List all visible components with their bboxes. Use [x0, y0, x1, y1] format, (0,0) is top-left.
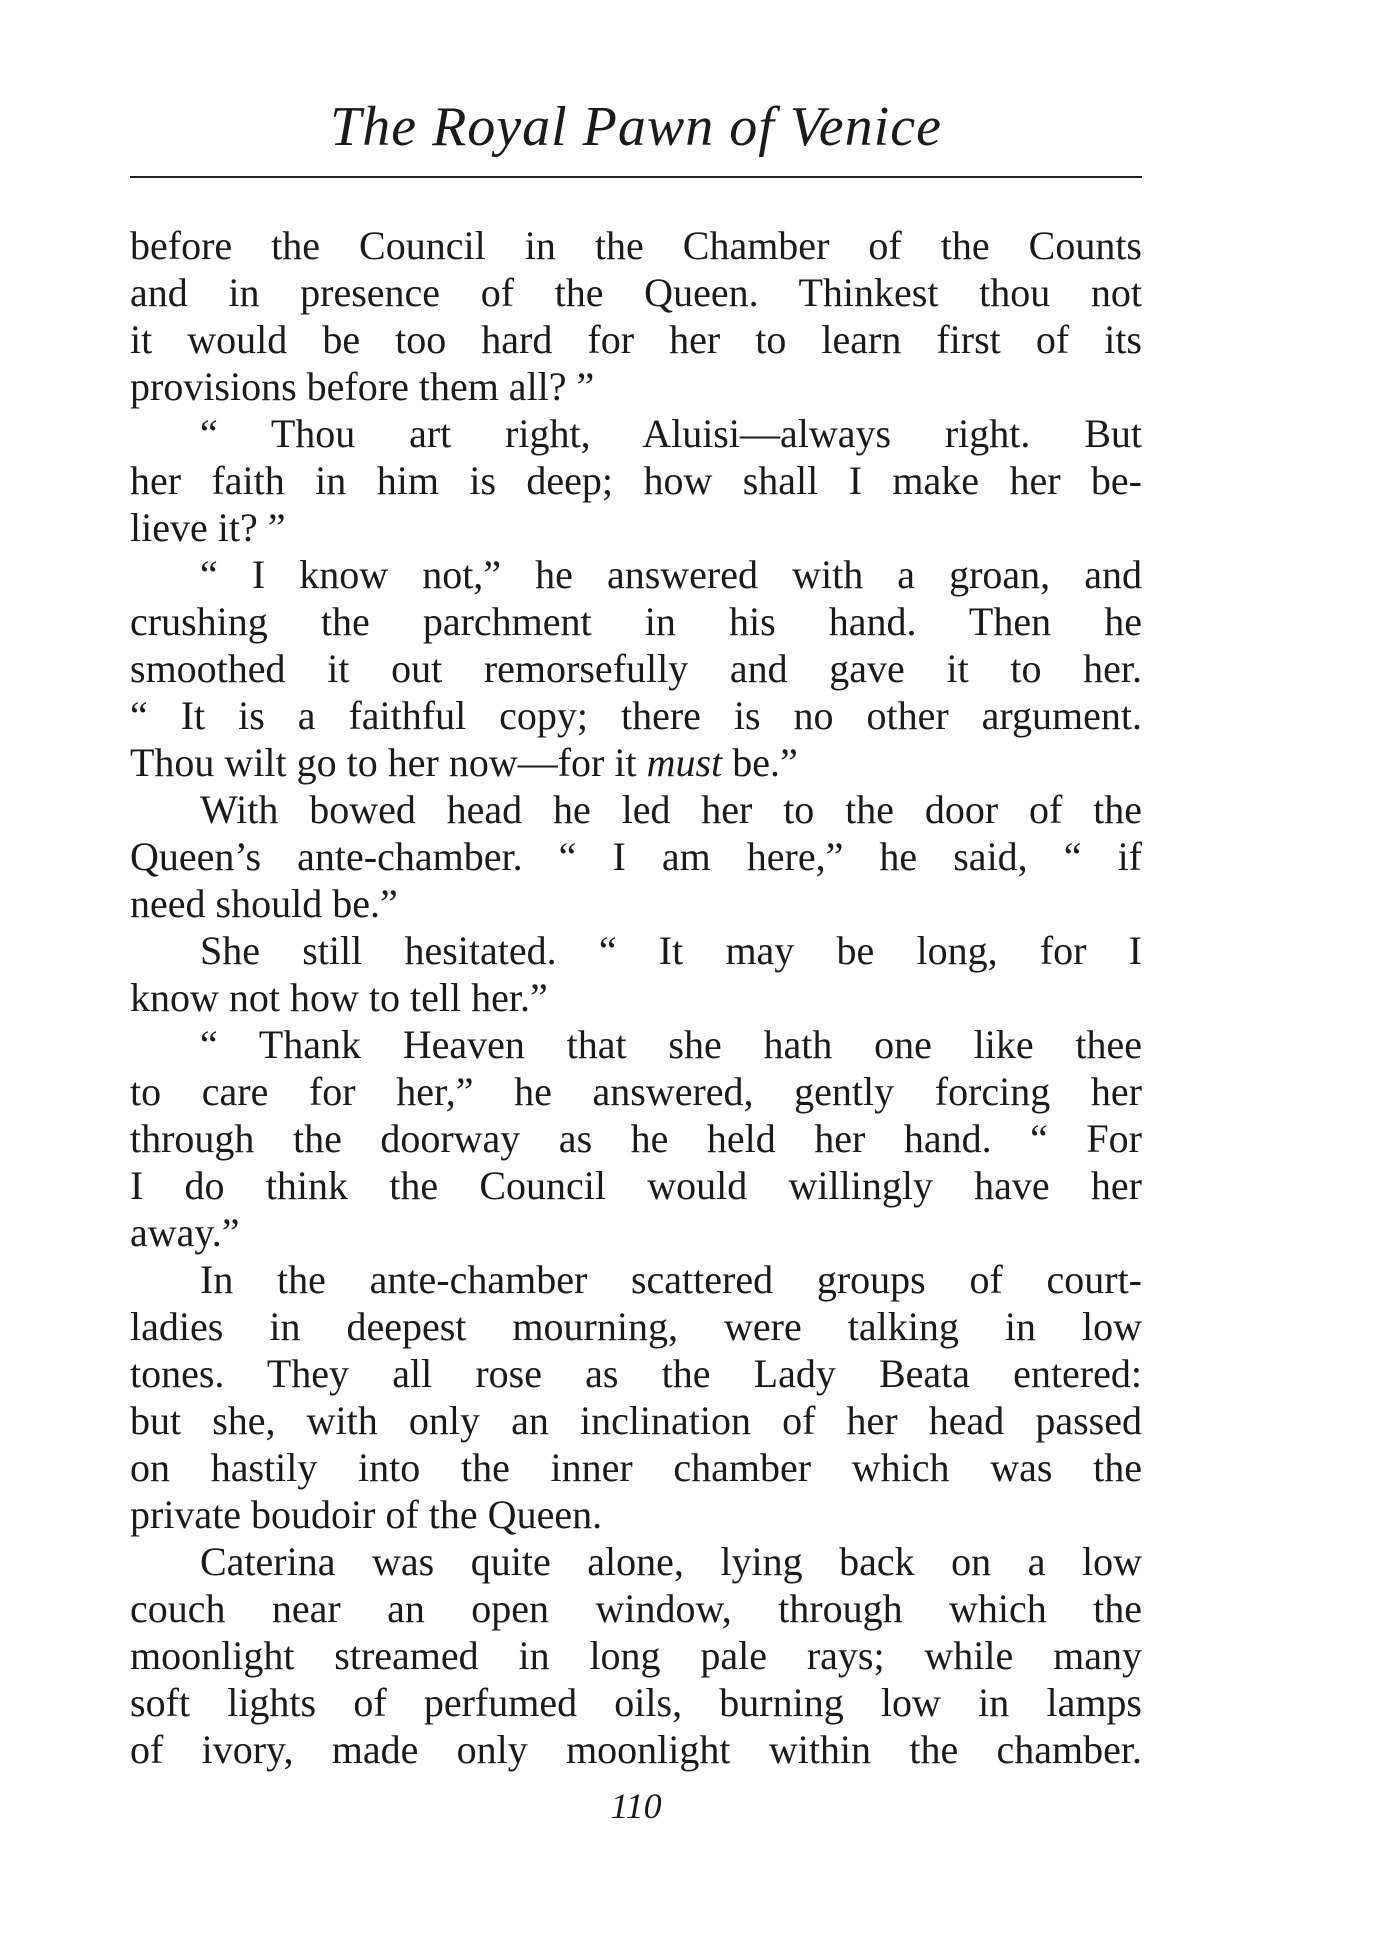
text-line: ladies in deepest mourning, were talking in low	[130, 1304, 1142, 1349]
header-rule	[130, 176, 1142, 178]
text-line: soft lights of perfumed oils, burning low in lamps	[130, 1680, 1142, 1725]
text-line: Queen’s ante-chamber. “ I am here,” he said, “ if	[130, 834, 1142, 879]
text-line: to care for her,” he answered, gently forcing her	[130, 1069, 1142, 1114]
text-line: know not how to tell her.”	[130, 975, 548, 1020]
text-line: I do think the Council would willingly have her	[130, 1163, 1142, 1208]
text-line: Caterina was quite alone, lying back on a low	[200, 1539, 1142, 1584]
running-title: The Royal Pawn of Venice	[330, 96, 942, 158]
emphasis: must	[646, 740, 723, 785]
text-line: tones. They all rose as the Lady Beata entered:	[130, 1351, 1142, 1396]
text-line: of ivory, made only moonlight within the chamber.	[130, 1727, 1142, 1772]
text-line: moonlight streamed in long pale rays; while many	[130, 1633, 1142, 1678]
text-line: provisions before them all? ”	[130, 364, 595, 409]
text-line: She still hesitated. “ It may be long, for I	[200, 928, 1142, 973]
text-line: Thou wilt go to her now—for it must be.”	[130, 740, 798, 785]
text-line: before the Council in the Chamber of the Counts	[130, 223, 1142, 268]
text-line: it would be too hard for her to learn first of its	[130, 317, 1142, 362]
text-line: through the doorway as he held her hand. “ For	[130, 1116, 1142, 1161]
text-line: couch near an open window, through which the	[130, 1586, 1142, 1631]
text-line: In the ante-chamber scattered groups of court-	[200, 1257, 1142, 1302]
text-line: and in presence of the Queen. Thinkest thou not	[130, 270, 1142, 315]
text-line: lieve it? ”	[130, 505, 286, 550]
text-line: but she, with only an inclination of her head passed	[130, 1398, 1142, 1443]
text-line: crushing the parchment in his hand. Then he	[130, 599, 1142, 644]
text-line: smoothed it out remorsefully and gave it to her.	[130, 646, 1142, 691]
text-line: need should be.”	[130, 881, 398, 926]
text-line: private boudoir of the Queen.	[130, 1492, 603, 1537]
text-line: “ I know not,” he answered with a groan, and	[200, 552, 1142, 597]
body-text	[130, 222, 1142, 1773]
text-line: “ Thank Heaven that she hath one like thee	[200, 1022, 1142, 1067]
text-line: “ Thou art right, Aluisi—always right. But	[200, 411, 1142, 456]
text-line: on hastily into the inner chamber which was the	[130, 1445, 1142, 1490]
text-line: her faith in him is deep; how shall I make her be-	[130, 458, 1142, 503]
text-line: “ It is a faithful copy; there is no other argument.	[130, 693, 1142, 738]
page-number: 110	[610, 1786, 662, 1826]
text-line: away.”	[130, 1210, 240, 1255]
text-line: With bowed head he led her to the door of the	[200, 787, 1142, 832]
